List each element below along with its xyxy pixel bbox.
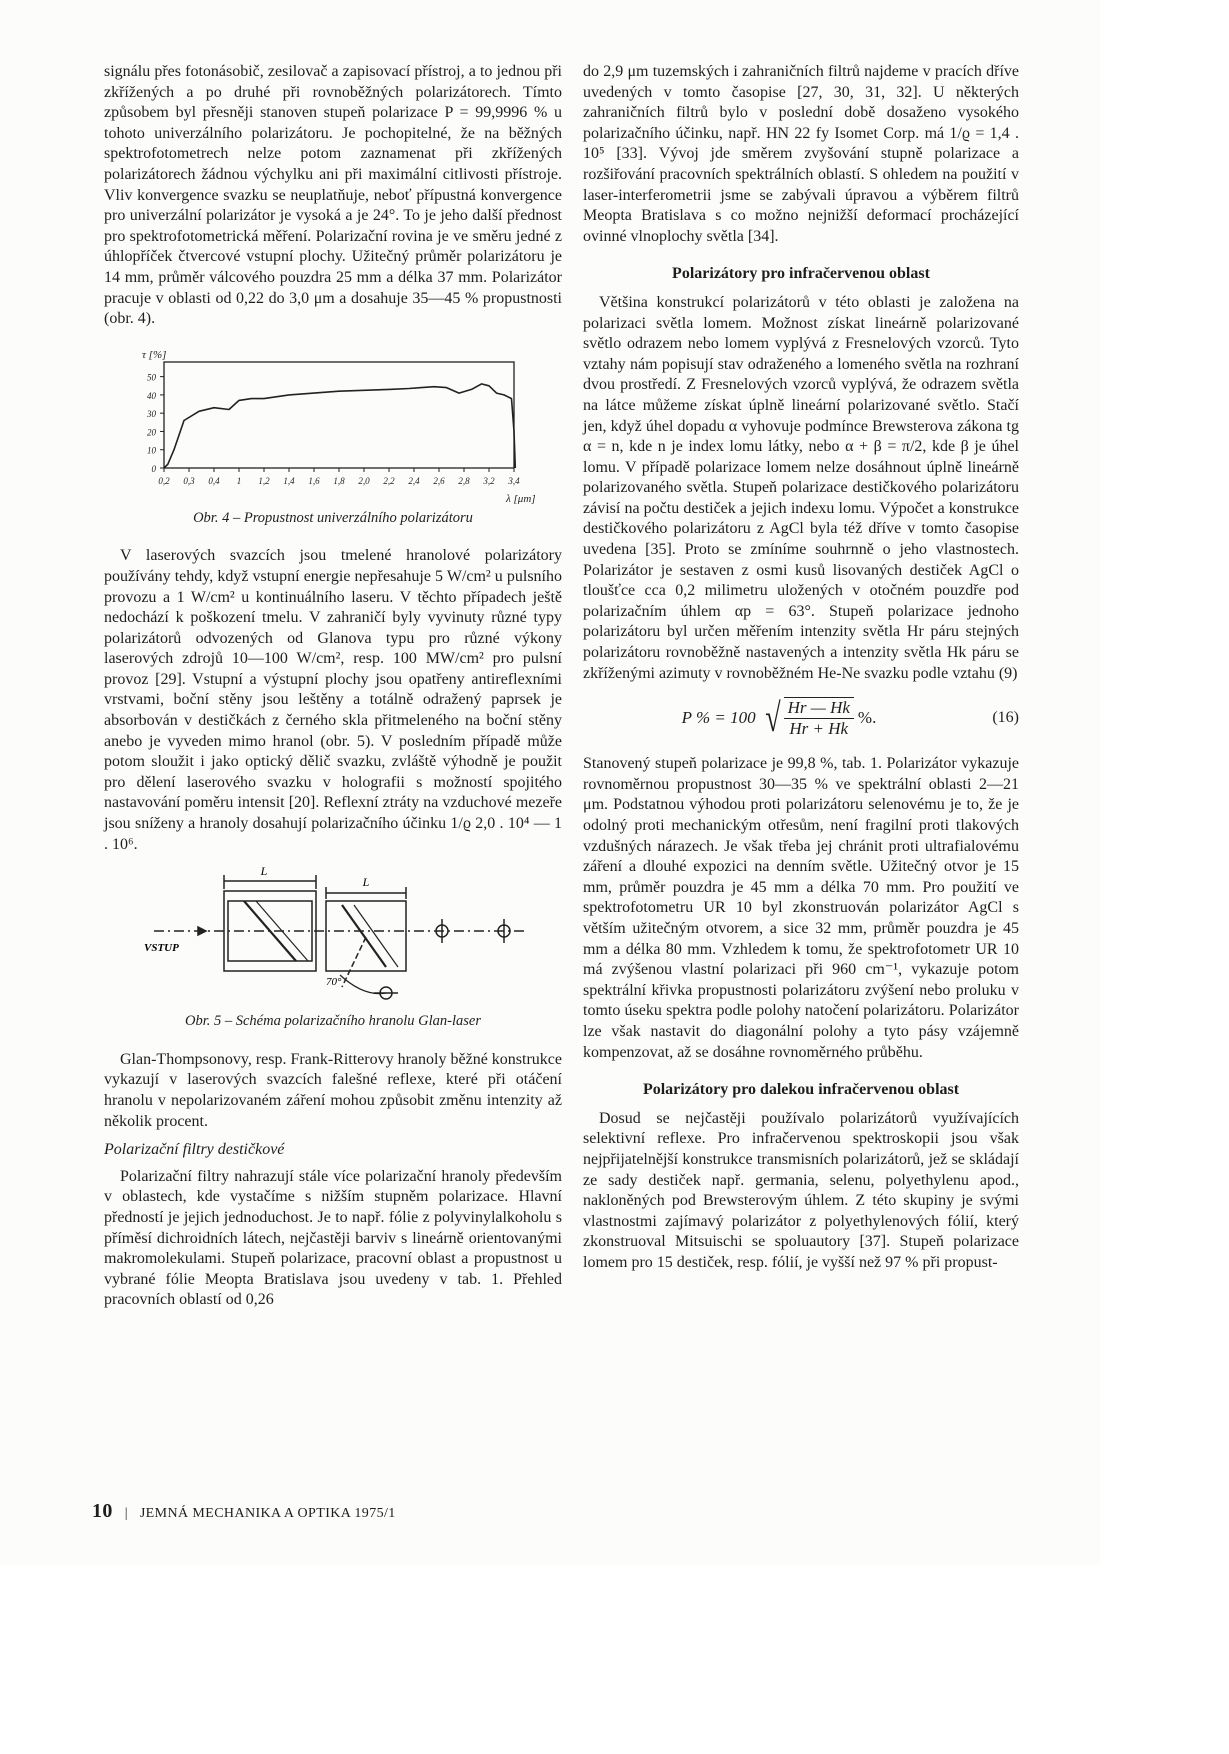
equation-number: (16) (992, 708, 1019, 726)
beam-arrow-icon (198, 927, 206, 935)
section-heading-infrared: Polarizátory pro infračervenou oblast (672, 265, 930, 283)
figure-4-caption: Obr. 4 – Propustnost univerzálního polarizátoru (193, 509, 473, 526)
equation-body (583, 697, 975, 740)
right-column (583, 62, 1019, 1273)
y-tick-label: 20 (147, 427, 156, 438)
x-tick-label: 2,8 (458, 475, 470, 486)
y-axis-label: τ [%] (142, 348, 167, 361)
equation-numerator: Hr — Hk (784, 698, 854, 720)
page-footer (92, 1500, 396, 1523)
left-paragraph-3: Glan-Thompsonovy, resp. Frank-Ritterovy hranoly běžné konstrukce vykazují v laserových svazcích falešné reflexe, které při otáčení hranolu v nepolarizovaném záření mohou způsobit změnu intenzity až několik procent. (104, 1050, 562, 1130)
y-tick-label: 0 (151, 463, 156, 474)
x-tick-label: 3,4 (508, 475, 520, 486)
x-tick-label: 2,6 (433, 475, 445, 486)
x-tick-label: 0,4 (208, 475, 220, 486)
equation-unit: %. (857, 707, 877, 727)
figure-5-glan-laser-schema (104, 867, 562, 1007)
left-paragraph-2: V laserových svazcích jsou tmelené hranolové polarizátory používány tehdy, když vstupní energie nepřesahuje 5 W/cm² u pulsního provozu a 1 W/cm² u kontinuálního laseru. V těchto případech ještě nedochází k poškození tmelu. V zahraničí byly vyvinuty různé typy polarizátorů odvozených od Glanova typu pro různé výkony laserových zdrojů 10—100 W/cm², resp. 100 MW/cm² pro pulsní provoz [29]. Vstupní a výstupní plochy jsou opatřeny antireflexními vrstvami, boční stěny jsou leštěny a totálně odražený paprsek je absorbován v destičkách z černého skla přitmeleného na boční stěny anebo je vyveden mimo hranol (obr. 5). V posledním případě může potom sloužit i jako optický dělič svazku, zvláště výhodně je použit pro dělení laserového svazku v holografii s možností spojitého nastavování poměru intensit [20]. Reflexní ztráty na vzduchové mezeře jsou sníženy a hranoly dosahují polarizačního účinku 1/ϱ 2,0 . 10⁴ — 1 . 10⁶. (104, 547, 562, 853)
figure-4-transmission-chart (104, 342, 562, 504)
right-paragraph-2: Většina konstrukcí polarizátorů v této oblasti je založena na polarizaci světla lomem. Možnost získat lineárně polarizované světlo odrazem nebo lomem vyplývá z Fresnelových vzorců. Tyto vztahy nám popisují stav odraženého a lomeného světla na rozhraní dvou prostředí. Z Fresnelových vzorců vyplývá, že odrazem světla na látce můžeme získat úplně lineární polarizované světlo. Stačí jen, když úhel dopadu α vyhovuje podmínce Brewsterova zákona tg α = n, kde n je index lomu látky, nebo α + β = π/2, kde β je úhel lomu. V případě polarizace lomem nelze dosáhnout úplně lineárně polarizovaného světla. Stupeň polarizace destičkového polarizátoru závisí na počtu destiček a jejich indexu lomu. Výpočet a konstrukce destičkového polarizátoru z AgCl byla též dříve v tomto časopise uvedena [35]. Proto se zmíníme souhrnně o jeho vlastnostech. Polarizátor je sestaven z osmi kusů lisovaných destiček AgCl o tloušťce cca 0,2 milimetru uložených v otočném pouzdře pod polarizačním úhlem αp = 63°. Stupeň polarizace jednoho polarizátoru byl určen měřením intenzity světla Hr páru stejných polarizátoru rovnoběžně nastavených a intenzity světla Hk páru se zkříženými azimuty v rovnoběžném He-Ne svazku podle vztahu (9) (583, 293, 1019, 682)
right-paragraph-1: do 2,9 μm tuzemských i zahraničních filtrů najdeme v pracích dříve uvedených v tomto časopise [27, 30, 31, 32]. U některých zahraničních filtrů bylo v poslední době dosaženo vysokého polarizačního účinku, např. HN 22 fy Isomet Corp. má 1/ϱ = 1,4 . 10⁵ [33]. Vývoj jde směrem zvyšování stupně polarizace a rozšiřování pracovních spektrálních oblastí. S ohledem na použití v laser-interferometrii jsme se zabývali úpravou a výběrem filtrů Meopta Bratislava s co možno nejnižší deformací procházející ovinné vlnoplochy světla [34]. (583, 63, 1019, 245)
footer-separator: | (124, 1506, 128, 1521)
x-tick-label: 0,3 (183, 475, 195, 486)
x-tick-label: 1,4 (283, 475, 295, 486)
sqrt-sign: √ (764, 695, 781, 741)
x-tick-label: 1 (236, 475, 242, 486)
label-L2: L (362, 875, 370, 890)
figure-5-caption: Obr. 5 – Schéma polarizačního hranolu Glan-laser (184, 1013, 482, 1030)
transmission-curve (164, 384, 515, 468)
y-tick-label: 50 (147, 372, 156, 383)
x-tick-label: 2,2 (383, 475, 395, 486)
x-tick-label: 1,6 (308, 475, 320, 486)
journal-name: JEMNÁ MECHANIKA A OPTIKA 1975/1 (139, 1506, 396, 1521)
equation-lhs: P % = 100 (681, 707, 756, 727)
left-paragraph-4: Polarizační filtry nahrazují stále více polarizační hranoly především v oblastech, kde vystačíme s nižším stupněm polarizace. Hlavní předností je jejich jednoduchost. Je to např. fólie z polyvinylalkoholu s příměsí dichroidních látech, nejčastěji barviv s lineárně orientovanými makromolekulami. Stupeň polarizace, pracovní oblast a propustnost u vybrané fólie Meopta Bratislava jsou uvedeny v tab. 1. Přehled pracovních oblastí od 0,26 (104, 1167, 562, 1309)
x-tick-label: 1,8 (333, 475, 345, 486)
plot-frame (164, 362, 514, 468)
section-heading-far-infrared: Polarizátory pro dalekou infračervenou oblast (642, 1081, 960, 1099)
x-tick-label: 3,2 (483, 475, 495, 486)
x-axis-label: λ [μm] (506, 492, 536, 504)
left-column (104, 62, 562, 1311)
y-tick-label: 40 (147, 390, 156, 401)
y-tick-label: 10 (147, 445, 156, 456)
y-tick-label: 30 (147, 408, 156, 419)
right-paragraph-3: Stanovený stupeň polarizace je 99,8 %, tab. 1. Polarizátor vykazuje rovnoměrnou propustnost 30—35 % ve spektrální oblasti 2—21 μm. Podstatnou výhodou proti polarizátoru selenovému je to, že je odolný proti mechanickým otřesům, není fragilní proti tlakových vzdušných nárazech. Je však třeba jej chránit proti ultrafialovému záření a dlouhé expozici na denním světle. Užitečný otvor je 15 mm, průměr pouzdra je 45 mm a délka 70 mm. Pro použití ve spektrofotometru UR 10 byl zkonstruován polarizátor AgCl s větším užitečným otvorem, a sice 32 mm, průměr pouzdra je 45 mm a délka 80 mm. Vzhledem k tomu, že spektrofotometr UR 10 má zvýšenou vlastní polarizaci při 960 cm⁻¹, vykazuje potom spektrální křivka propustnosti polarizátoru zvýšení nebo proluku v tomto úseku spektra podle polohy natočení polarizátoru. Polarizátor lze však nastavit do diagonální polohy a tyto pásy vzájemně kompenzovat, až se dosáhne rovnoměrného průběhu. (583, 755, 1019, 1061)
x-tick-label: 2,4 (408, 475, 420, 486)
page-number: 10 (92, 1500, 113, 1522)
equation-fraction (784, 697, 854, 740)
label-angle: 70° (326, 976, 342, 989)
x-tick-label: 0,2 (158, 475, 170, 486)
label-vstup: VSTUP (144, 942, 179, 955)
x-tick-label: 1,2 (258, 475, 270, 486)
section-heading-plate-filters: Polarizační filtry destičkové (104, 1141, 285, 1159)
label-L1: L (260, 867, 268, 879)
equation-16 (583, 691, 1019, 745)
right-paragraph-4: Dosud se nejčastěji používalo polarizátorů využívajících selektivní reflexe. Pro infračervenou spektroskopii jsou však nejpřijatelnější konstrukce transmisních polarizátorů, jež se skládají ze sady destiček např. germania, selenu, polyethylenu apod., nakloněných pod Brewsterovým úhlem. Z této skupiny je svými vlastnostmi zajímavý polarizátor z polyethylenových fólií, který zkonstruoval Mitsuischi se spoluautory [37]. Stupeň polarizace lomem pro 15 destiček, resp. fólií, je vyšší než 97 % při propust- (583, 1109, 1019, 1271)
left-paragraph-1: signálu přes fotonásobič, zesilovač a zapisovací přístroj, a to jednou při zkřížených a po druhé při rovnoběžných polarizátorech. Tímto způsobem byl přesněji stanoven stupeň polarizace P = 99,9996 % u tohoto univerzálního polarizátoru. Je pochopitelné, že na běžných spektrofotometrech nelze potom zaznamenat při zkřížených polarizátorech žádnou výchylku ani při maximální citlivosti přístroje. Vliv konvergence svazku se neuplatňuje, neboť přípustná konvergence pro univerzální polarizátor je vysoká a je 24°. To je jeho další přednost pro spektrofotometrická měření. Polarizační rovina je ve směru jedné z úhlopříček čtvercové vstupní plochy. Užitečný průměr polarizátoru je 14 mm, průměr válcového pouzdra 25 mm a délka 37 mm. Polarizátor pracuje v oblasti od 0,22 do 3,0 μm a dosahuje 35—45 % propustnosti (obr. 4). (104, 63, 562, 328)
equation-denominator: Hr + Hk (789, 719, 849, 739)
x-tick-label: 2,0 (358, 475, 370, 486)
